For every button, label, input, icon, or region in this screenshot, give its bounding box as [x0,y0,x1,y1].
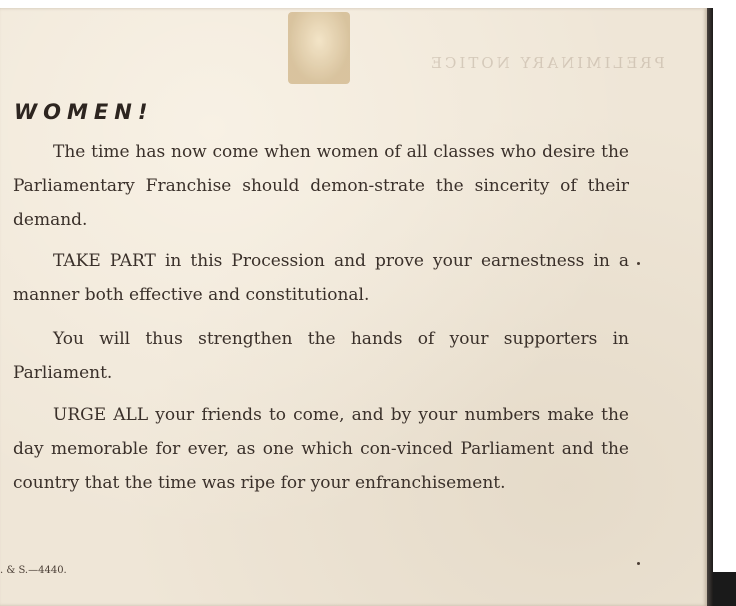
paragraph-1 [13,135,629,237]
paragraph-indent [13,329,53,349]
paragraph-2 [13,244,629,312]
paragraph-4-text: URGE ALL your friends to come, and by your numbers make the day memorable for ever, as one which con-vinced Parliament and the country that the time was ripe for your enfranchisement. [13,405,629,493]
adhesive-tape-mark [288,12,350,84]
paragraph-indent [13,405,53,425]
paragraph-indent [13,251,53,271]
paragraph-indent [13,142,53,162]
paragraph-2-text: TAKE PART in this Procession and prove your earnestness in a manner both effective and constitutional. [13,251,629,305]
card-edge-shadow [707,8,713,606]
paragraph-3-text: You will thus strengthen the hands of your supporters in Parliament. [13,329,629,383]
show-through-text: PRELIMINARY NOTICE [428,54,665,72]
leaflet-heading: WOMEN! [14,100,154,124]
ink-speck [637,262,640,265]
printer-imprint: . & S.—4440. [0,565,67,576]
paragraph-1-text: The time has now come when women of all classes who desire the Parliamentary Franchise should demon-strate the sincerity of their demand. [13,142,629,230]
paragraph-4 [13,398,629,500]
background-strip [713,572,736,606]
paragraph-3 [13,322,629,390]
ink-speck [637,562,640,565]
